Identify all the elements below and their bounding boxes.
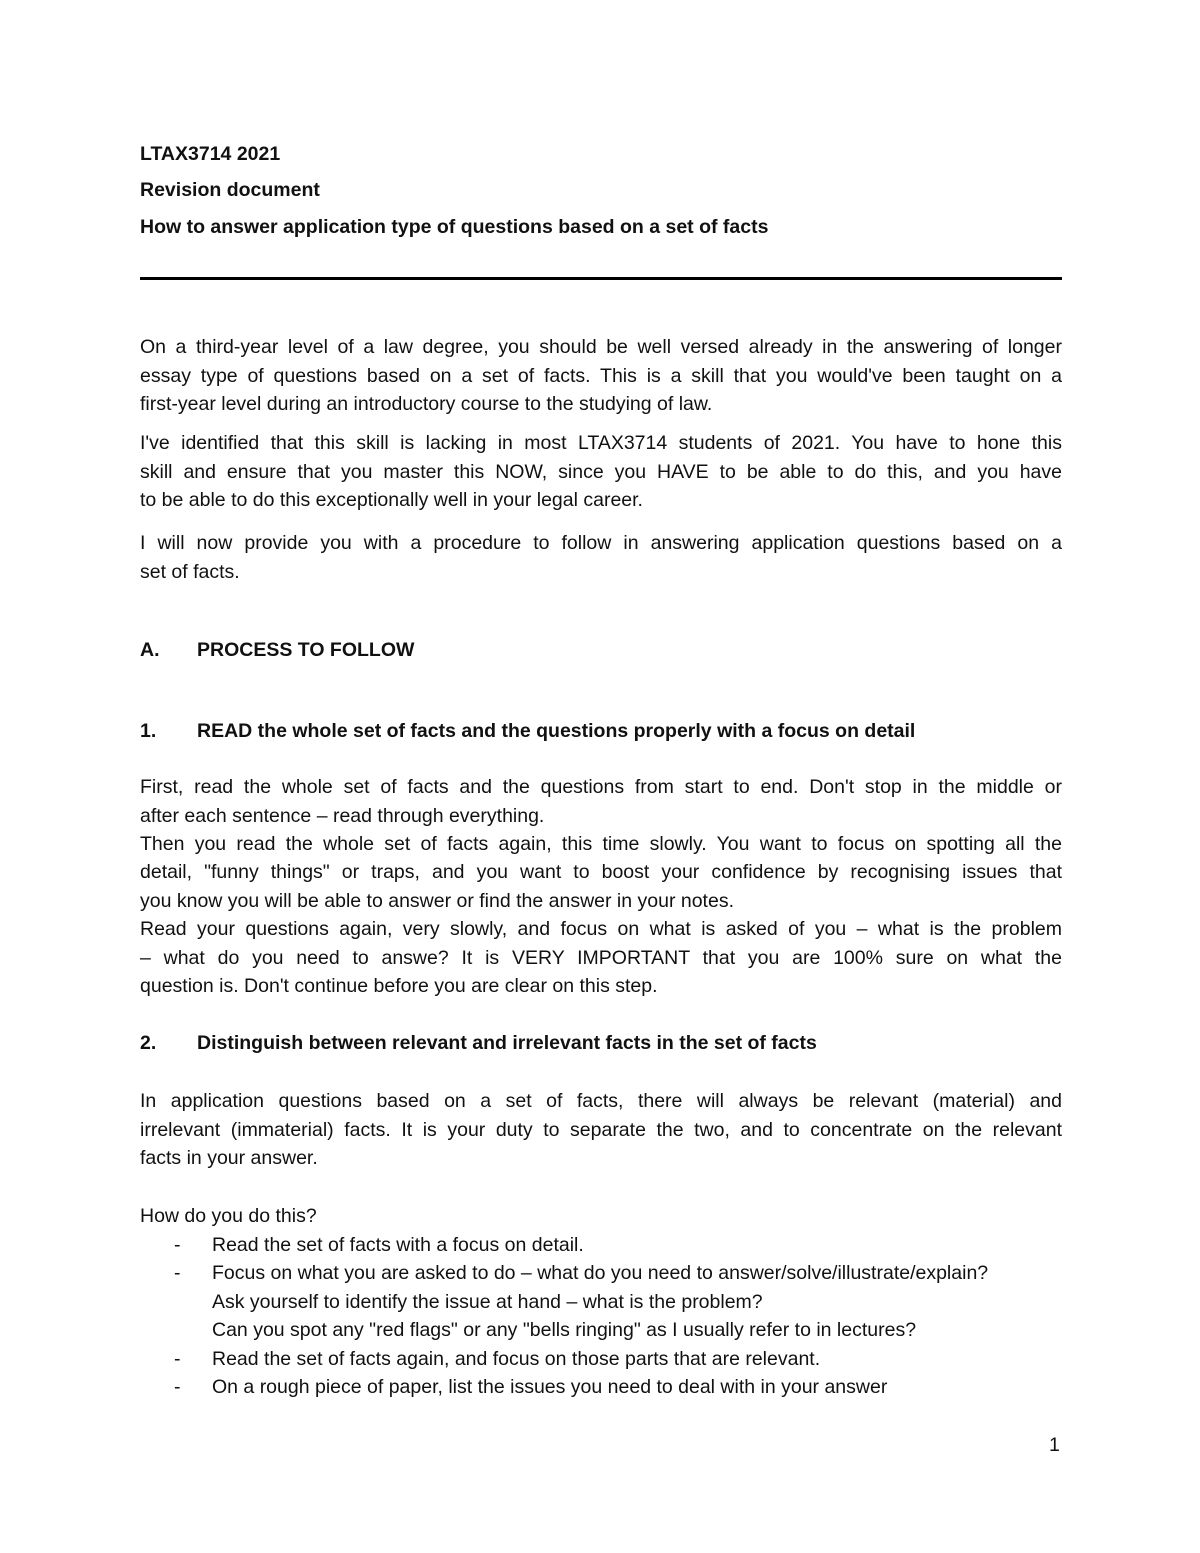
intro-p3-line: I will now provide you with a procedure to follow in answering application questions based on a — [140, 532, 1062, 554]
bullet-item: Focus on what you are asked to do – what do you need to answer/solve/illustrate/explain? — [212, 1262, 989, 1284]
step1-line: – what do you need to answe? It is VERY IMPORTANT that you are 100% sure on what the — [140, 947, 1062, 969]
step1-number: 1. — [140, 720, 157, 742]
step1-line: Then you read the whole set of facts again, this time slowly. You want to focus on spotting all the — [140, 833, 1062, 855]
section-a-number: A. — [140, 639, 160, 661]
intro-p3-line: set of facts. — [140, 561, 240, 583]
step2-line: In application questions based on a set of facts, there will always be relevant (material) and — [140, 1090, 1062, 1112]
step1-line: detail, "funny things" or traps, and you want to boost your confidence by recognising issues that — [140, 861, 1062, 883]
bullet-marker: - — [174, 1376, 181, 1398]
intro-p1-line: essay type of questions based on a set of facts. This is a skill that you would've been taught on a — [140, 365, 1062, 387]
step2-heading — [140, 1029, 817, 1057]
bullet-marker: - — [174, 1234, 181, 1256]
bullet-marker: - — [174, 1262, 181, 1284]
step2-title: Distinguish between relevant and irrelevant facts in the set of facts — [197, 1032, 817, 1054]
step1-line: you know you will be able to answer or find the answer in your notes. — [140, 890, 734, 912]
bullet-item: On a rough piece of paper, list the issues you need to deal with in your answer — [212, 1376, 888, 1398]
step1-heading — [140, 717, 915, 745]
document-type: Revision document — [140, 179, 320, 201]
step2-line: irrelevant (immaterial) facts. It is your duty to separate the two, and to concentrate on the relevant — [140, 1119, 1062, 1141]
intro-p1-line: On a third-year level of a law degree, you should be well versed already in the answering of longer — [140, 336, 1062, 358]
bullet-item: Read the set of facts with a focus on detail. — [212, 1234, 584, 1256]
title-divider — [140, 277, 1062, 280]
page-number: 1 — [1049, 1434, 1060, 1456]
step1-line: after each sentence – read through everything. — [140, 805, 545, 827]
section-a-heading — [140, 636, 414, 664]
intro-p2-line: to be able to do this exceptionally well in your legal career. — [140, 489, 643, 511]
bullet-continuation: Ask yourself to identify the issue at hand – what is the problem? — [212, 1291, 763, 1313]
step2-line: facts in your answer. — [140, 1147, 318, 1169]
document-title: How to answer application type of questions based on a set of facts — [140, 216, 769, 238]
step1-line: Read your questions again, very slowly, and focus on what is asked of you – what is the problem — [140, 918, 1062, 940]
step2-number: 2. — [140, 1032, 157, 1054]
intro-p2-line: skill and ensure that you master this NOW, since you HAVE to be able to do this, and you have — [140, 461, 1062, 483]
bullet-marker: - — [174, 1348, 181, 1370]
how-question: How do you do this? — [140, 1205, 317, 1227]
step1-line: question is. Don't continue before you are clear on this step. — [140, 975, 658, 997]
course-code: LTAX3714 2021 — [140, 143, 281, 165]
step1-line: First, read the whole set of facts and the questions from start to end. Don't stop in the middle or — [140, 776, 1062, 798]
section-a-title: PROCESS TO FOLLOW — [197, 639, 415, 661]
step1-title: READ the whole set of facts and the questions properly with a focus on detail — [197, 720, 916, 742]
bullet-item: Read the set of facts again, and focus on those parts that are relevant. — [212, 1348, 821, 1370]
bullet-continuation: Can you spot any "red flags" or any "bells ringing" as I usually refer to in lectures? — [212, 1319, 917, 1341]
intro-p1-line: first-year level during an introductory course to the studying of law. — [140, 393, 713, 415]
intro-p2-line: I've identified that this skill is lacking in most LTAX3714 students of 2021. You have to hone this — [140, 432, 1062, 454]
